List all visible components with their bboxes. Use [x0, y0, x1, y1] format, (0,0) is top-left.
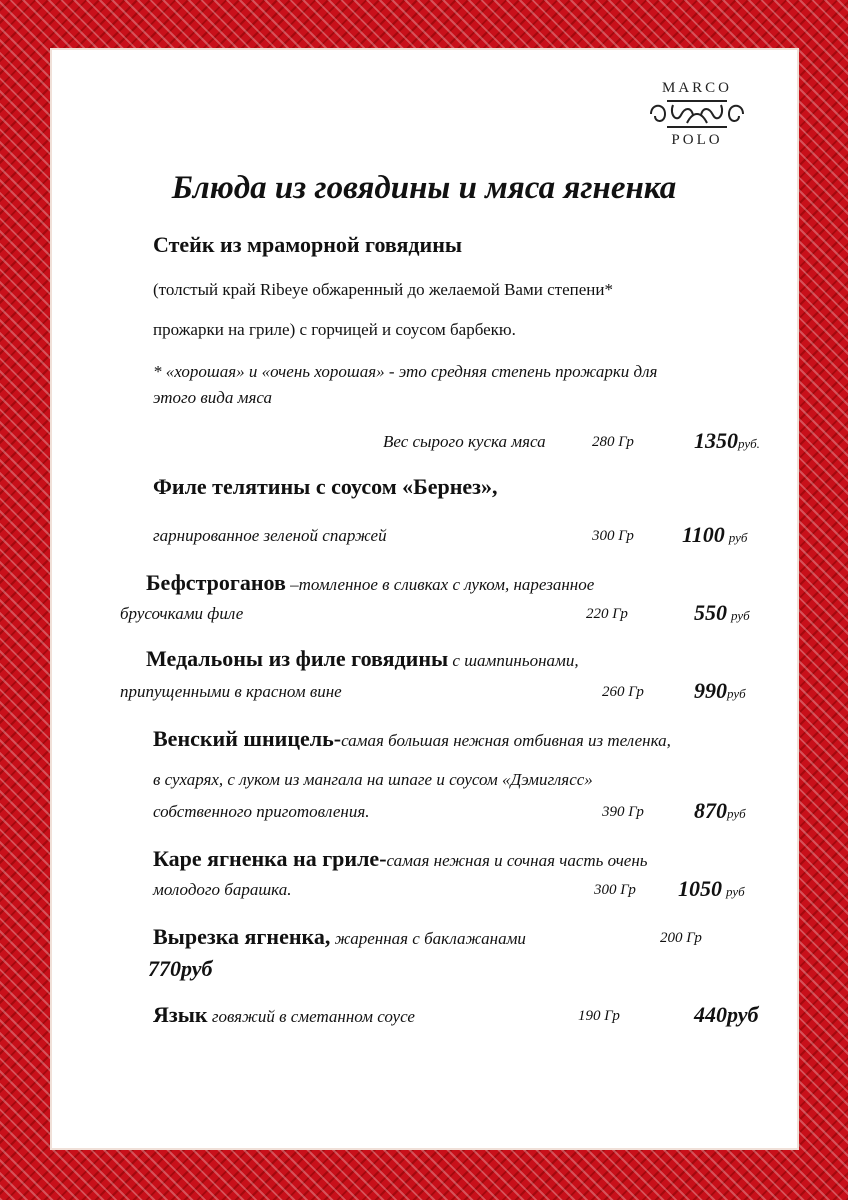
- veal-price-group: [682, 522, 747, 548]
- veal-currency: руб: [728, 530, 748, 545]
- schnitzel-description-3: собственного приготовления.: [153, 802, 370, 821]
- tongue-line: [153, 1002, 415, 1028]
- medallions-currency: руб: [727, 686, 746, 701]
- schnitzel-description-1: самая большая нежная отбивная из теленка,: [341, 731, 671, 750]
- steak-price-group: [694, 428, 760, 454]
- stroganoff-description-1: –томленное в сливках с луком, нарезанное: [285, 575, 595, 594]
- medallions-price: 990: [694, 678, 727, 703]
- schnitzel-name: Венский шницель-: [153, 726, 342, 751]
- schnitzel-price: 870: [694, 798, 727, 823]
- logo-ornament-icon: [647, 97, 747, 131]
- schnitzel-currency: руб: [727, 806, 746, 821]
- stroganoff-price-group: [694, 600, 750, 626]
- stroganoff-description-2: брусочками филе: [120, 604, 244, 623]
- medallions-price-group: [694, 678, 746, 704]
- veal-weight: 300 Гр: [592, 528, 634, 544]
- stroganoff-currency: руб: [731, 608, 750, 623]
- steak-description-2: прожарки на гриле) с горчицей и соусом барбекю.: [153, 320, 516, 339]
- steak-price: 1350: [694, 428, 738, 453]
- lamb-rack-description-1: самая нежная и сочная часть очень: [386, 851, 648, 870]
- schnitzel-price-group: [694, 798, 746, 824]
- steak-currency: руб.: [738, 436, 760, 451]
- logo-bottom-word: POLO: [671, 132, 723, 148]
- schnitzel-description-2: в сухарях, с луком из мангала на шпаге и соусом «Дэмиглясс»: [153, 770, 593, 789]
- veal-name: Филе телятины с соусом «Бернез»,: [153, 474, 498, 499]
- tongue-price: 440руб: [694, 1002, 759, 1027]
- page-title: Блюда из говядины и мяса ягненка: [171, 170, 677, 206]
- medallions-name: Медальоны из филе говядины: [146, 646, 449, 671]
- lamb-loin-price: 770: [148, 956, 181, 981]
- lamb-rack-weight: 300 Гр: [594, 882, 636, 898]
- lamb-loin-line-1: [153, 924, 526, 950]
- lamb-loin-price-group: [148, 956, 212, 982]
- steak-weight: 280 Гр: [592, 434, 634, 450]
- tongue-description: говяжий в сметанном соусе: [207, 1007, 415, 1026]
- steak-note-1: * «хорошая» и «очень хорошая» - это средняя степень прожарки для: [153, 362, 658, 381]
- veal-price: 1100: [682, 522, 725, 547]
- schnitzel-line-1: [153, 726, 671, 752]
- lamb-rack-price: 1050: [678, 876, 722, 901]
- medallions-description-1: с шампиньонами,: [448, 651, 579, 670]
- stroganoff-price: 550: [694, 600, 727, 625]
- menu-page: [52, 50, 797, 1148]
- steak-description-1: (толстый край Ribeye обжаренный до желаемой Вами степени*: [153, 280, 613, 299]
- lamb-loin-description: жаренная с баклажанами: [330, 929, 526, 948]
- lamb-rack-description-2: молодого барашка.: [153, 880, 292, 899]
- medallions-weight: 260 Гр: [602, 684, 644, 700]
- marco-polo-logo: [642, 80, 752, 160]
- steak-name: Стейк из мраморной говядины: [153, 232, 463, 257]
- tongue-weight: 190 Гр: [578, 1008, 620, 1024]
- lamb-loin-weight: 200 Гр: [660, 930, 702, 946]
- lamb-loin-name: Вырезка ягненка,: [153, 924, 331, 949]
- steak-note-2: этого вида мяса: [153, 388, 273, 407]
- stroganoff-line-1: [146, 570, 594, 596]
- lamb-rack-line-1: [153, 846, 648, 872]
- tongue-name: Язык: [153, 1002, 208, 1027]
- medallions-description-2: припущенными в красном вине: [120, 682, 342, 701]
- stroganoff-weight: 220 Гр: [586, 606, 628, 622]
- schnitzel-weight: 390 Гр: [602, 804, 644, 820]
- veal-description: гарнированное зеленой спаржей: [153, 526, 387, 545]
- lamb-rack-currency: руб: [726, 884, 745, 899]
- steak-weight-label: Вес сырого куска мяса: [383, 432, 546, 451]
- lamb-loin-currency: руб: [181, 956, 213, 981]
- stroganoff-name: Бефстроганов: [146, 570, 286, 595]
- medallions-line-1: [146, 646, 579, 672]
- logo-top-word: MARCO: [661, 80, 732, 96]
- lamb-rack-name: Каре ягненка на гриле-: [153, 846, 387, 871]
- lamb-rack-price-group: [678, 876, 745, 902]
